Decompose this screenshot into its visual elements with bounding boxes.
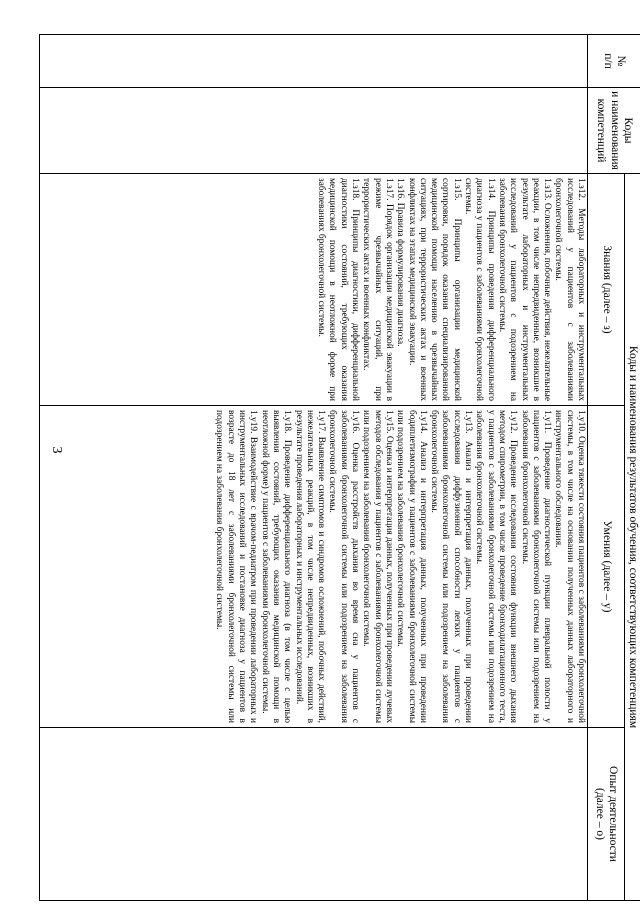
cell-codes bbox=[40, 88, 588, 174]
skill-entry: 1.у19. Взаимодействие с врачом-педиатром при проведении лабораторных и инструментальных исследований и постановке диагноза у пациентов в возрасте до 18 лет с заболеваниями бронхолегочной системы или подозрением на заболевания бронхолегочной системы. bbox=[214, 410, 259, 723]
skills-list bbox=[212, 406, 587, 727]
knowledge-entry: 1.з15. Принципы организации медицинской сортировки, порядок оказания специализированной медицинской помощи населению в чрезвычайных ситуациях, при террористических актах и военных конфликтах на этапах медицинской эвакуации. bbox=[406, 178, 462, 401]
page-number: 3 bbox=[49, 446, 64, 454]
knowledge-entry: 1.з18. Принципы диагностики, дифференциальной диагностики состояний, требующих оказания медицинской помощи в неотложной форме при заболеваниях бронхолегочной системы. bbox=[316, 178, 361, 401]
header-skills: Умения (далее – у) bbox=[588, 406, 625, 728]
knowledge-entry: 1.з14. Принципы проведения дифференциального диагноза у пациентов с заболеваниями бронхолегочной системы. bbox=[463, 178, 496, 401]
rotated-page bbox=[39, 34, 640, 900]
cell-knowledge bbox=[40, 174, 588, 406]
skill-entry: 1.у18. Проведение дифференциального диагноза (в том числе с целью выявления состояний, требующих оказания медицинской помощи в неотложной форме) у пациентов с заболеваниями бронхолегочной системы. bbox=[259, 410, 293, 723]
knowledge-entry: 1.з13. Осложнения, побочные действия, нежелательные реакции, в том числе непредвиденные, возникшие в результате лабораторных и инструментальных исследований у пациентов с подозрением на заболевания бронхолегочной системы. bbox=[496, 178, 553, 401]
skill-entry: 1.у17. Выявление симптомов и синдромов осложнений, побочных действий, нежелательных реакций, в том числе непредвиденных, возникших в результате проведения лабораторных и инструментальных исследований. bbox=[293, 410, 327, 723]
header-knowledge: Знания (далее – з) bbox=[588, 174, 625, 406]
skill-entry: 1.у12. Проведение исследования состояния функции внешнего дыхания методом спирометрии, в том числе проведение бронходилатационного теста, у пациентов с заболеваниями бронхолегочной системы или подозрением на заболевания бронхолегочной системы. bbox=[474, 410, 519, 723]
header-number: № п/п bbox=[588, 35, 640, 88]
skill-entry: 1.у14. Анализ и интерпретация данных, полученных при проведении бодиплетизмографии у пациентов с заболеваниями бронхолегочной системы или подозрением на заболевания бронхолегочной системы. bbox=[395, 410, 428, 723]
cell-experience bbox=[40, 728, 588, 901]
cell-skills bbox=[40, 406, 588, 728]
header-results: Коды и наименования результатов обучения, соответствующих компетенциям bbox=[625, 174, 640, 901]
skill-entry: 1.у10. Оценка тяжести состояния пациентов с заболеваниями бронхолегочной системы, в том числе на основании полученных данных лабораторного и инструментального обследования. bbox=[553, 410, 586, 723]
knowledge-list bbox=[314, 174, 587, 405]
skill-entry: 1.у15. Оценка и интерпретация данных, полученных при проведении лучевых методов обследования у пациентов с заболеваниями бронхолегочной системы или подозрением на заболевания бронхолегочной системы. bbox=[361, 410, 394, 723]
skill-entry: 1.у13. Анализ и интерпретация данных, полученных при проведении исследования диффузионной способности легких у пациентов с заболеваниями бронхолегочной системы или подозрением на заболевания бронхолегочной системы. bbox=[429, 410, 474, 723]
knowledge-entry: 1.з16. Правила формулирования диагноза. bbox=[395, 178, 406, 347]
cell-number bbox=[40, 35, 588, 88]
competency-table bbox=[39, 34, 640, 901]
knowledge-entry: 1.з17. Порядок организации медицинской эвакуации в режиме чрезвычайных ситуаций, при террористических актах и военных конфликтах. bbox=[361, 178, 394, 401]
header-experience: Опыт деятельности (далее – о) bbox=[588, 728, 625, 901]
header-codes: Коды и наименования компетенций bbox=[588, 88, 640, 174]
knowledge-entry: 1.з12. Методы лабораторных и инструментальных исследований у пациентов с заболеваниями бронхолегочной системы. bbox=[553, 178, 586, 401]
skill-entry: 1.у16. Оценка расстройств дыхания во время сна у пациентов с заболеваниями бронхолегочной системы или подозрением на заболевания бронхолегочной системы. bbox=[327, 410, 361, 723]
skill-entry: 1.у11. Проведение диагностической пункции плевральной полости у пациентов с заболеваниями бронхолегочной системы или подозрением на заболевания бронхолегочной системы. bbox=[519, 410, 553, 723]
